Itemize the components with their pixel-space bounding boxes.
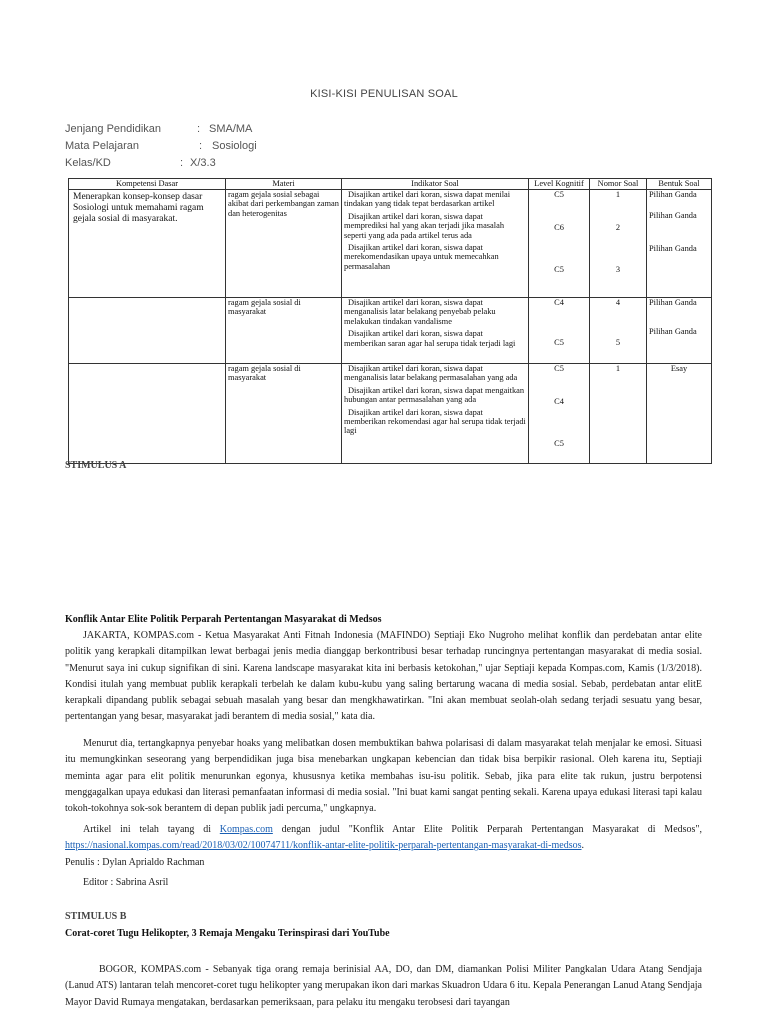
indicator-item: Disajikan artikel dari koran, siswa dapat menganalisis latar belakang penyebab pelaku melakukan tindakan vandalisme — [344, 298, 496, 326]
table-header-row — [69, 179, 712, 190]
indicator-item: Disajikan artikel dari koran, siswa dapat merekomendasikan upaya untuk memecahkan permasalahan — [344, 243, 499, 271]
cell-bentuk — [647, 298, 712, 364]
table-row — [69, 298, 712, 364]
bentuk-value: Pilihan Ganda — [649, 244, 697, 253]
article-a-paragraph-2: Menurut dia, tertangkapnya penyebar hoaks yang melibatkan dosen membuktikan bahwa polarisasi di dalam masyarakat telah menjalar ke emosi. Situasi itu memungkinkan seseorang yang berpendidikan juga bisa menebarkan ungkapan kebencian dan tidak bisa berpikir rasional. Oleh karena itu, Septiaji meminta agar para elit politik menurunkan egonya, khususnya ketika membahas isu-isu politik. Sebab, jika para elite tak rukun, justru berpotensi menggagalkan upaya edukasi dan literasi pemanfaatan informasi di media sosial. "Ini buat kami sangat penting sekali. Karena upaya edukasi literasi tapi kalau tokoh-tokohnya sok-sok berantem di depan publik jadi percuma," ungkapnya. — [65, 738, 702, 815]
cell-indikator — [342, 364, 529, 464]
meta-separator: : — [199, 140, 203, 152]
bentuk-value: Esay — [670, 364, 688, 373]
nomor-value: 1 — [615, 364, 621, 373]
nomor-value: 3 — [615, 265, 621, 274]
level-value: C5 — [554, 265, 564, 274]
cell-materi: ragam gejala sosial di masyarakat — [226, 364, 342, 464]
level-value: C5 — [554, 364, 564, 373]
meta-jenjang — [65, 123, 253, 135]
indicator-item: Disajikan artikel dari koran, siswa dapat mengaitkan hubungan antar permasalahan yang ada — [344, 385, 525, 405]
cell-materi: ragam gejala sosial sebagai akibat dari perkembangan zaman dan heterogenitas — [226, 190, 342, 298]
meta-value: SMA/MA — [209, 123, 253, 135]
article-a-paragraph-1: JAKARTA, KOMPAS.com - Ketua Masyarakat Anti Fitnah Indonesia (MAFINDO) Septiaji Eko Nugroho melihat konflik dan perdebatan antar elite politik yang kerapkali ditampilkan lewat berbagai jenis media dianggap berkontribusi besar terhadap runcingnya pertentangan masyarakat di media sosial. "Menurut saya ini cukup signifikan di sini. Karena landscape masyarakat kita ini berbasis ketokohan," ujar Septiaji kepada Kompas.com, Kamis (1/3/2018). Kondisi itulah yang membuat publik kerapkali terbelah ke dalam kubu-kubu yang saling bertarung wacana di media sosial. Sebab, perdebatan antar elitE kerapkali dipandang publik sebagai sebuah masalah yang besar dan mengkhawatirkan. "Ini akan membuat seolah-olah sedang terjadi sesuatu yang besar, pertentangan yang besar, masyarakat jadi berantem di media sosial," kata dia. — [65, 630, 702, 723]
stimulus-b-label: STIMULUS B — [65, 911, 127, 922]
article-b-paragraph-1: BOGOR, KOMPAS.com - Sebanyak tiga orang remaja berinisial AA, DO, dan DM, diamankan Polisi Militer Pangkalan Udara Atang Sendjaja (Lanud ATS) lantaran telah mencoret-coret tugu helikopter yang merupakan ikon dari markas Skuadron Udara 6 itu. Kepala Penerangan Lanud Atang Sendjaja Mayor David Rumaya mengatakan, berdasarkan pemeriksaan, para pelaku itu mengaku terobsesi dari tayangan — [65, 964, 702, 1008]
indicator-item: Disajikan artikel dari koran, siswa dapat menilai tindakan yang tidak tepat berdasarkan artikel — [344, 190, 511, 209]
kompas-link[interactable]: Kompas.com — [219, 824, 273, 835]
bentuk-value: Pilihan Ganda — [649, 298, 697, 307]
meta-value: X/3.3 — [190, 157, 216, 169]
level-value: C5 — [554, 439, 564, 448]
bentuk-value: Pilihan Ganda — [649, 327, 697, 336]
kisi-kisi-table — [68, 178, 712, 464]
level-value: C6 — [554, 223, 564, 232]
nomor-value: 2 — [615, 223, 621, 232]
bentuk-value: Pilihan Ganda — [649, 211, 697, 220]
meta-value: Sosiologi — [212, 140, 257, 152]
table-row — [69, 364, 712, 464]
cell-bentuk — [647, 364, 712, 464]
nomor-value: 4 — [615, 298, 621, 307]
nomor-value: 1 — [615, 190, 621, 199]
meta-label: Kelas/KD — [65, 157, 111, 169]
header-level-kognitif: Level Kognitif — [529, 179, 590, 190]
indicator-item: Disajikan artikel dari koran, siswa dapat memprediksi hal yang akan terjadi jika masalah seperti yang ada pada artikel terus ada — [344, 211, 505, 240]
header-kompetensi-dasar: Kompetensi Dasar — [69, 179, 226, 190]
cell-kompetensi-dasar — [69, 364, 226, 464]
cell-nomor — [590, 190, 647, 298]
meta-separator: : — [180, 157, 184, 169]
article-a-title: Konflik Antar Elite Politik Perparah Pertentangan Masyarakat di Medsos — [65, 614, 382, 625]
meta-mapel — [65, 140, 257, 152]
header-indikator-soal: Indikator Soal — [342, 179, 529, 190]
bentuk-value: Pilihan Ganda — [649, 190, 697, 199]
level-value: C4 — [554, 397, 564, 406]
header-nomor-soal: Nomor Soal — [590, 179, 647, 190]
cell-nomor — [590, 364, 647, 464]
meta-kelas — [65, 157, 216, 169]
cell-indikator — [342, 298, 529, 364]
stimulus-a-label: STIMULUS A — [65, 460, 127, 471]
cell-bentuk — [647, 190, 712, 298]
indicator-item: Disajikan artikel dari koran, siswa dapat memberikan saran agar hal serupa tidak terjadi lagi — [344, 329, 516, 348]
cell-level — [529, 298, 590, 364]
level-value: C4 — [554, 298, 564, 307]
article-url-link[interactable]: https://nasional.kompas.com/read/2018/03/02/10074711/konflik-antar-elite-politik-perparah-pertentangan-masyarakat-di-medsos — [65, 840, 582, 852]
cell-indikator — [342, 190, 529, 298]
cell-kompetensi-dasar: Menerapkan konsep-konsep dasar Sosiologi untuk memahami ragam gejala sosial di masyarakat. — [69, 190, 226, 298]
level-value: C5 — [554, 338, 564, 347]
cell-level — [529, 364, 590, 464]
article-a-author: Penulis : Dylan Aprialdo Rachman — [65, 857, 205, 868]
cell-nomor — [590, 298, 647, 364]
article-b-title: Corat-coret Tugu Helikopter, 3 Remaja Mengaku Terinspirasi dari YouTube — [65, 928, 390, 939]
article-a-source: Artikel ini telah tayang di Kompas.com dengan judul "Konflik Antar Elite Politik Perparah Pertentangan Masyarakat di Medsos", https://nasional.kompas.com/read/2018/03/02/10074711/konflik-antar-elite-politik-perparah-pertentangan-masyarakat-di-medsos. — [65, 824, 702, 852]
indicator-item: Disajikan artikel dari koran, siswa dapat memberikan rekomendasi agar hal serupa tidak terjadi lagi — [344, 407, 526, 436]
table-row — [69, 190, 712, 298]
cell-level — [529, 190, 590, 298]
article-a-editor: Editor : Sabrina Asril — [83, 877, 169, 888]
indicator-item: Disajikan artikel dari koran, siswa dapat menganalisis latar belakang permasalahan yang ada — [344, 364, 518, 383]
cell-materi: ragam gejala sosial di masyarakat — [226, 298, 342, 364]
meta-separator: : — [197, 123, 201, 135]
meta-label: Jenjang Pendidikan — [65, 123, 162, 135]
nomor-value: 5 — [615, 338, 621, 347]
header-materi: Materi — [226, 179, 342, 190]
header-bentuk-soal: Bentuk Soal — [647, 179, 712, 190]
cell-kompetensi-dasar — [69, 298, 226, 364]
document-title: KISI-KISI PENULISAN SOAL — [310, 88, 458, 100]
meta-label: Mata Pelajaran — [65, 140, 139, 152]
level-value: C5 — [554, 190, 564, 199]
